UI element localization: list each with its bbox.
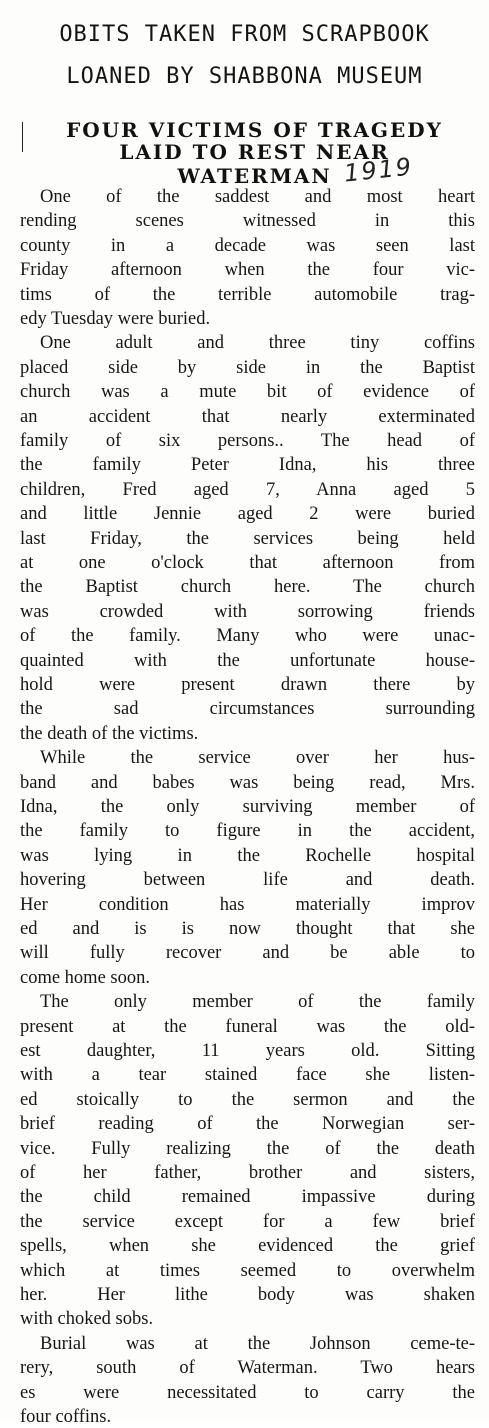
- body-line: an accident that nearly exterminated: [20, 406, 475, 427]
- header-line-1: OBITS TAKEN FROM SCRAPBOOK: [59, 22, 430, 47]
- header-line-2: LOANED BY SHABBONA MUSEUM: [66, 64, 423, 89]
- body-line: last Friday, the services being held: [20, 528, 475, 549]
- body-line: band and babes was being read, Mrs.: [20, 772, 475, 793]
- body-line: spells, when she evidenced the grief: [20, 1236, 475, 1257]
- body-line: at one o'clock that afternoon from: [20, 553, 475, 573]
- body-line: One adult and three tiny coffins: [40, 333, 475, 354]
- body-line: tims of the terrible automobile trag-: [20, 284, 475, 305]
- body-line: which at times seemed to overwhelm: [20, 1260, 475, 1281]
- body-line: rending scenes witnessed in this: [20, 211, 475, 232]
- body-line: the family Peter Idna, his three: [20, 455, 475, 476]
- body-line: family of six persons.. The head of: [20, 431, 475, 451]
- body-line: with choked sobs.: [20, 1309, 154, 1330]
- body-line: come home soon.: [20, 967, 150, 988]
- body-line: es were necessitated to carry the: [20, 1382, 475, 1403]
- body-line: was crowded with sorrowing friends: [20, 601, 475, 622]
- body-line: children, Fred aged 7, Anna aged 5: [20, 479, 475, 500]
- body-line: edy Tuesday were buried.: [20, 309, 211, 329]
- body-line: of the family. Many who were unac-: [20, 626, 475, 647]
- body-line: will fully recover and be able to: [20, 943, 475, 964]
- body-line: quainted with the unfortunate house-: [20, 650, 475, 671]
- headline-line-3: WATERMAN: [177, 164, 332, 188]
- body-line: Friday afternoon when the four vic-: [20, 260, 475, 281]
- body-line: hovering between life and death.: [20, 870, 475, 891]
- body-line: While the service over her hus-: [40, 748, 475, 769]
- body-line: four coffins.: [20, 1407, 112, 1427]
- body-line: vice. Fully realizing the of the death: [20, 1138, 475, 1159]
- body-line: with a tear stained face she listen-: [20, 1065, 475, 1086]
- body-line: The only member of the family: [40, 992, 475, 1013]
- body-line: Her condition has materially improv: [20, 894, 475, 915]
- body-line: est daughter, 11 years old. Sitting: [20, 1041, 475, 1061]
- body-line: the sad circumstances surrounding: [20, 699, 475, 720]
- headline-line-1: FOUR VICTIMS OF TRAGEDY: [66, 118, 443, 142]
- body-line: church was a mute bit of evidence of: [20, 382, 475, 403]
- body-line: brief reading of the Norwegian ser-: [20, 1114, 475, 1135]
- handwritten-year: 1919: [342, 152, 415, 188]
- body-line: present at the funeral was the old-: [20, 1016, 475, 1037]
- body-line: and little Jennie aged 2 were buried: [20, 504, 475, 525]
- headline-line-2: LAID TO REST NEAR: [119, 140, 390, 164]
- body-line: of her father, brother and sisters,: [20, 1163, 475, 1183]
- body-line: the family to figure in the accident,: [20, 821, 475, 842]
- body-line: ed and is is now thought that she: [20, 919, 475, 939]
- body-line: was lying in the Rochelle hospital: [20, 845, 475, 866]
- body-line: the child remained impassive during: [20, 1187, 475, 1208]
- body-line: ed stoically to the sermon and the: [20, 1089, 475, 1110]
- body-line: her. Her lithe body was shaken: [20, 1285, 475, 1305]
- body-line: the service except for a few brief: [20, 1211, 475, 1232]
- body-line: hold were present drawn there by: [20, 675, 475, 695]
- body-line: Burial was at the Johnson ceme-te-: [40, 1333, 475, 1354]
- body-line: placed side by side in the Baptist: [20, 357, 475, 378]
- body-line: the death of the victims.: [20, 723, 199, 744]
- body-line: One of the saddest and most heart: [40, 187, 475, 207]
- body-line: the Baptist church here. The church: [20, 577, 475, 598]
- body-line: Idna, the only surviving member of: [20, 797, 475, 817]
- body-line: county in a decade was seen last: [20, 235, 475, 256]
- body-line: rery, south of Waterman. Two hears: [20, 1358, 475, 1379]
